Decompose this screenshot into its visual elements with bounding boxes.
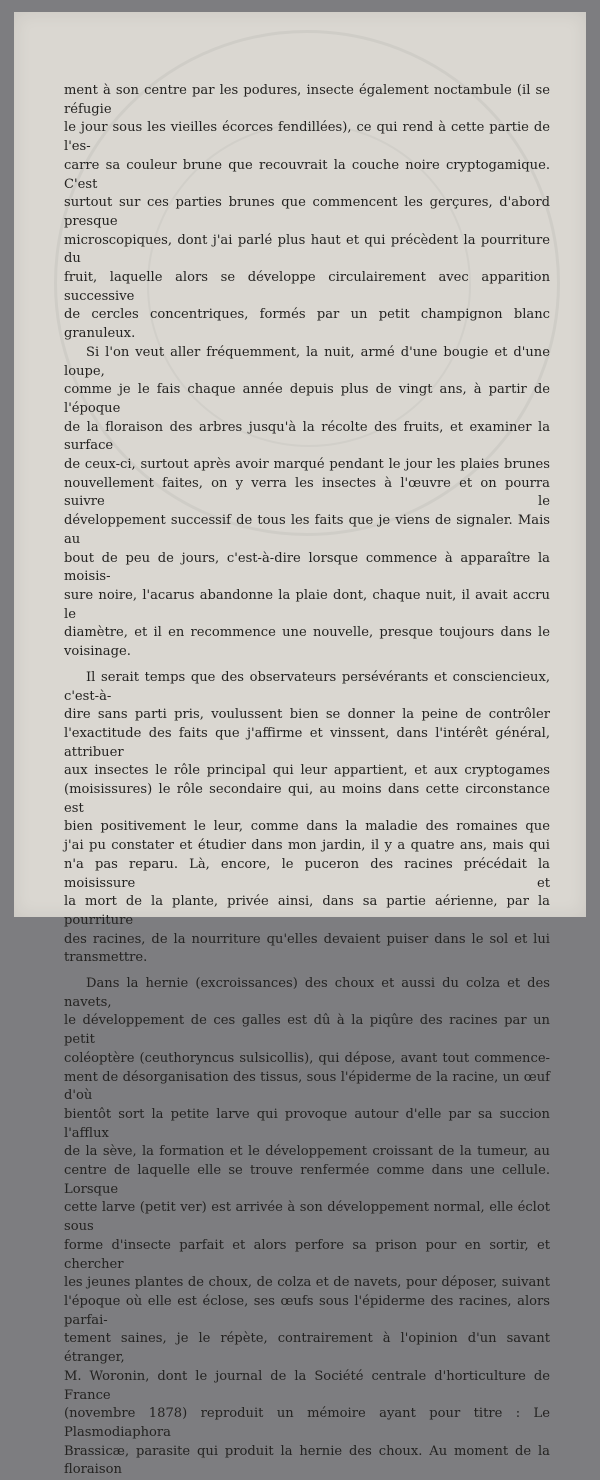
paragraph-3: [64, 669, 550, 968]
text-line: ment de désorganisation des tissus, sous l'épiderme de la racine, un œuf d'où: [64, 1069, 550, 1104]
paragraph-1: [64, 82, 550, 344]
text-line: surtout sur ces parties brunes que commencent les gerçures, d'abord presque: [64, 195, 550, 229]
text-line: fruit, laquelle alors se développe circulairement avec apparition successive: [64, 270, 550, 304]
text-line: (novembre 1878) reproduit un mémoire ayant pour titre : Le Plasmodiaphora: [64, 1406, 550, 1440]
text-line: la mort de la plante, privée ainsi, dans sa partie aérienne, par la pourriture: [64, 894, 550, 928]
text-line: bientôt sort la petite larve qui provoque autour d'elle par sa succion l'afflux: [64, 1106, 550, 1141]
text-line: Il serait temps que des observateurs persévérants et consciencieux, c'est-à-: [64, 669, 550, 704]
text-line: bien positivement le leur, comme dans la maladie des romaines que: [64, 819, 550, 835]
text-line: transmettre.: [64, 950, 148, 966]
text-line: comme je le fais chaque année depuis plus de vingt ans, à partir de l'époque: [64, 382, 550, 416]
text-line: de cercles concentriques, formés par un petit champignon blanc granuleux.: [64, 307, 550, 342]
text-line: développement successif de tous les faits que je viens de signaler. Mais au: [64, 513, 550, 547]
text-line: aux insectes le rôle principal qui leur appartient, et aux cryptogames: [64, 763, 550, 779]
text-line: nouvellement faites, on y verra les insectes à l'œuvre et on pourra suivre le: [64, 475, 550, 510]
text-line: j'ai pu constater et étudier dans mon jardin, il y a quatre ans, mais qui: [64, 838, 550, 854]
text-line: Brassicæ, parasite qui produit la hernie des choux. Au moment de la floraison: [64, 1443, 550, 1478]
text-line: ment à son centre par les podures, insecte également noctambule (il se réfugie: [64, 83, 550, 117]
text-line: tement saines, je le répète, contrairement à l'opinion d'un savant étranger,: [64, 1331, 550, 1366]
text-line: les jeunes plantes de choux, de colza et de navets, pour déposer, suivant: [64, 1275, 550, 1291]
text-line: coléoptère (ceuthoryncus sulsicollis), qui dépose, avant tout commence-: [64, 1050, 550, 1066]
paragraph-4: [64, 975, 550, 1480]
text-line: cette larve (petit ver) est arrivée à son développement normal, elle éclot sous: [64, 1200, 550, 1235]
text-line: microscopiques, dont j'ai parlé plus haut et qui précèdent la pourriture du: [64, 232, 550, 267]
text-line: de la floraison des arbres jusqu'à la récolte des fruits, et examiner la surface: [64, 419, 550, 454]
text-line: l'exactitude des faits que j'affirme et vinssent, dans l'intérêt général, attribuer: [64, 725, 550, 760]
text-line: forme d'insecte parfait et alors perfore sa prison pour en sortir, et chercher: [64, 1237, 550, 1272]
text-line: Dans la hernie (excroissances) des choux et aussi du colza et des navets,: [64, 976, 550, 1010]
document-page: [14, 12, 586, 1478]
text-line: (moisissures) le rôle secondaire qui, au moins dans cette circonstance est: [64, 782, 550, 816]
text-line: M. Woronin, dont le journal de la Société centrale d'horticulture de France: [64, 1368, 550, 1403]
text-line: carre sa couleur brune que recouvrait la couche noire cryptogamique. C'est: [64, 157, 550, 192]
text-line: de la sève, la formation et le développement croissant de la tumeur, au: [64, 1144, 550, 1160]
text-line: de ceux-ci, surtout après avoir marqué pendant le jour les plaies brunes: [64, 457, 550, 473]
text-line: diamètre, et il en recommence une nouvelle, presque toujours dans le: [64, 625, 550, 641]
text-line: voisinage.: [64, 644, 131, 660]
text-line: des racines, de la nourriture qu'elles devaient puiser dans le sol et lui: [64, 931, 550, 947]
paragraph-2: [64, 344, 550, 662]
text-line: le jour sous les vieilles écorces fendillées), ce qui rend à cette partie de l'es-: [64, 120, 550, 155]
text-line: l'époque où elle est éclose, ses œufs sous l'épiderme des racines, alors parfai-: [64, 1294, 550, 1328]
text-line: le développement de ces galles est dû à la piqûre des racines par un petit: [64, 1013, 550, 1048]
text-line: Si l'on veut aller fréquemment, la nuit, armé d'une bougie et d'une loupe,: [64, 344, 550, 379]
body-text: [64, 82, 550, 1480]
text-line: sure noire, l'acarus abandonne la plaie dont, chaque nuit, il avait accru le: [64, 587, 550, 622]
text-line: centre de laquelle elle se trouve renfermée comme dans une cellule. Lorsque: [64, 1163, 550, 1197]
text-line: dire sans parti pris, voulussent bien se donner la peine de contrôler: [64, 707, 550, 723]
text-line: bout de peu de jours, c'est-à-dire lorsque commence à apparaître la moisis-: [64, 550, 550, 585]
text-line: n'a pas reparu. Là, encore, le puceron des racines précédait la moisissure et: [64, 856, 550, 891]
